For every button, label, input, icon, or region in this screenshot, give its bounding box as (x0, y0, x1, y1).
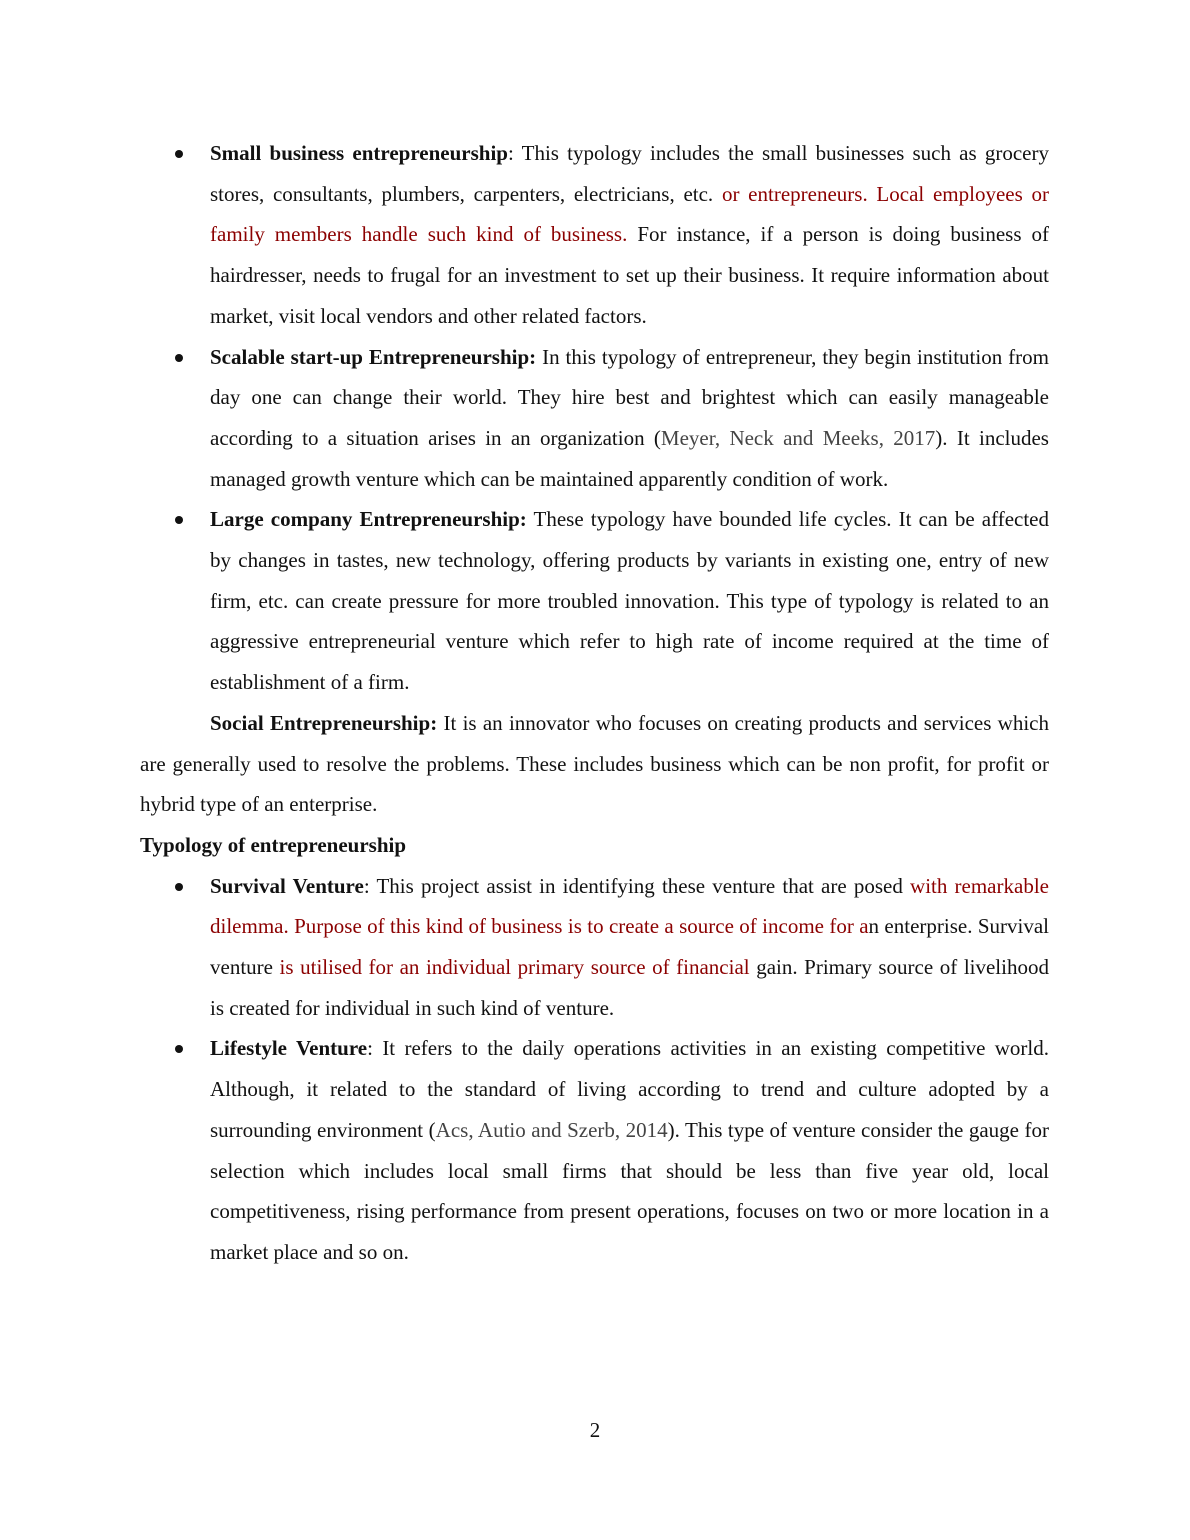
term-small-business: Small business entrepreneurship (210, 141, 508, 165)
item-text: In this typology of entrepreneur, they begin institution from day one can change their world. They hire best and brightest which can easily manageable according to a situation arises in an organization ( (210, 344, 1049, 450)
list-item-small-business: Small business entrepreneurship: This typology includes the small businesses such as grocery stores, consultants, plumbers, carpenters, electricians, etc. or entrepreneurs. Local employees or family members handle such kind of business. For instance, if a person is doing business of hairdresser, needs to frugal for an investment to set up their business. It require information about market, visit local vendors and other related factors. (140, 133, 1049, 337)
bullet-icon (175, 150, 183, 158)
item-text: n enterprise. Survival venture (210, 914, 1049, 980)
bullet-icon (175, 1045, 183, 1053)
citation: Acs, Autio and Szerb, 2014 (435, 1117, 668, 1142)
highlighted-text: is utilised for an individual primary source of financial (279, 955, 750, 980)
term-scalable-startup: Scalable start-up Entrepreneurship: (210, 344, 537, 369)
item-text: gain. Primary source of livelihood is created for individual in such kind of venture. (210, 955, 1049, 1020)
highlighted-text: with remarkable dilemma. Purpose of this kind of business is to create a source of income for a (210, 873, 1049, 939)
bullet-icon (175, 516, 183, 524)
list-item-scalable-startup (140, 337, 1049, 500)
entrepreneurship-list (140, 133, 1049, 703)
term-lifestyle-venture: Lifestyle Venture (210, 1036, 368, 1061)
item-text: These typology have bounded life cycles. It can be affected by changes in tastes, new technology, offering products by variants in existing one, entry of new firm, etc. can create pressure for more troubled innovation. This type of typology is related to an aggressive entrepreneurial venture which refer to high rate of income required at the time of establishment of a firm. (210, 507, 1049, 695)
list-item-survival-venture: Survival Venture: This project assist in identifying these venture that are posed with remarkable dilemma. Purpose of this kind of business is to create a source of income for an enterprise. Survival venture is utilised for an individual primary source of financial gain. Primary source of livelihood is created for individual in such kind of venture. (140, 866, 1049, 1029)
list-item-lifestyle-venture: Lifestyle Venture: It refers to the daily operations activities in an existing competitive world. Although, it related to the standard of living according to trend and culture adopted by a surrounding environment (Acs, Autio and Szerb, 2014). This type of venture consider the gauge for selection which includes local small firms that should be less than five year old, local competitiveness, rising performance from present operations, focuses on two or more location in a market place and so on. (140, 1028, 1049, 1272)
page-number: 2 (589, 1418, 601, 1442)
bullet-icon (175, 883, 183, 891)
section-heading: Typology of entrepreneurship (140, 832, 407, 857)
citation: Meyer, Neck and Meeks, 2017 (660, 425, 936, 450)
venture-list (140, 866, 1049, 1273)
term-social: Social Entrepreneurship: (210, 710, 438, 735)
social-entrepreneurship-paragraph (140, 703, 1049, 825)
item-text: ). This type of venture consider the gauge for selection which includes local small firms that should be less than five year old, local competitiveness, rising performance from present operations, focuses on two or more location in a market place and so on. (210, 1117, 1049, 1264)
item-text: It refers to the daily operations activities in an existing competitive world. Although, it related to the standard of living according to trend and culture adopted by a surrounding environment ( (210, 1036, 1049, 1142)
item-text: ). It includes managed growth venture which can be maintained apparently condition of work. (210, 425, 1049, 491)
item-text: This project assist in identifying these venture that are posed (376, 873, 911, 898)
list-item-large-company (140, 499, 1049, 703)
item-text: This typology includes the small businesses such as grocery stores, consultants, plumbers, carpenters, electricians, etc. (210, 141, 1049, 206)
term-large-company: Large company Entrepreneurship: (210, 507, 527, 532)
document-page (140, 133, 1049, 1273)
bullet-icon (175, 354, 183, 362)
highlighted-text: or entrepreneurs. Local employees or family members handle such kind of business. (210, 181, 1050, 247)
term-survival-venture: Survival Venture (210, 873, 364, 898)
item-text: For instance, if a person is doing business of hairdresser, needs to frugal for an investment to set up their business. It require information about market, visit local vendors and other related factors. (210, 222, 1049, 328)
paragraph-text: It is an innovator who focuses on creating products and services which are generally used to resolve the problems. These includes business which can be non profit, for profit or hybrid type of an enterprise. (140, 710, 1049, 817)
